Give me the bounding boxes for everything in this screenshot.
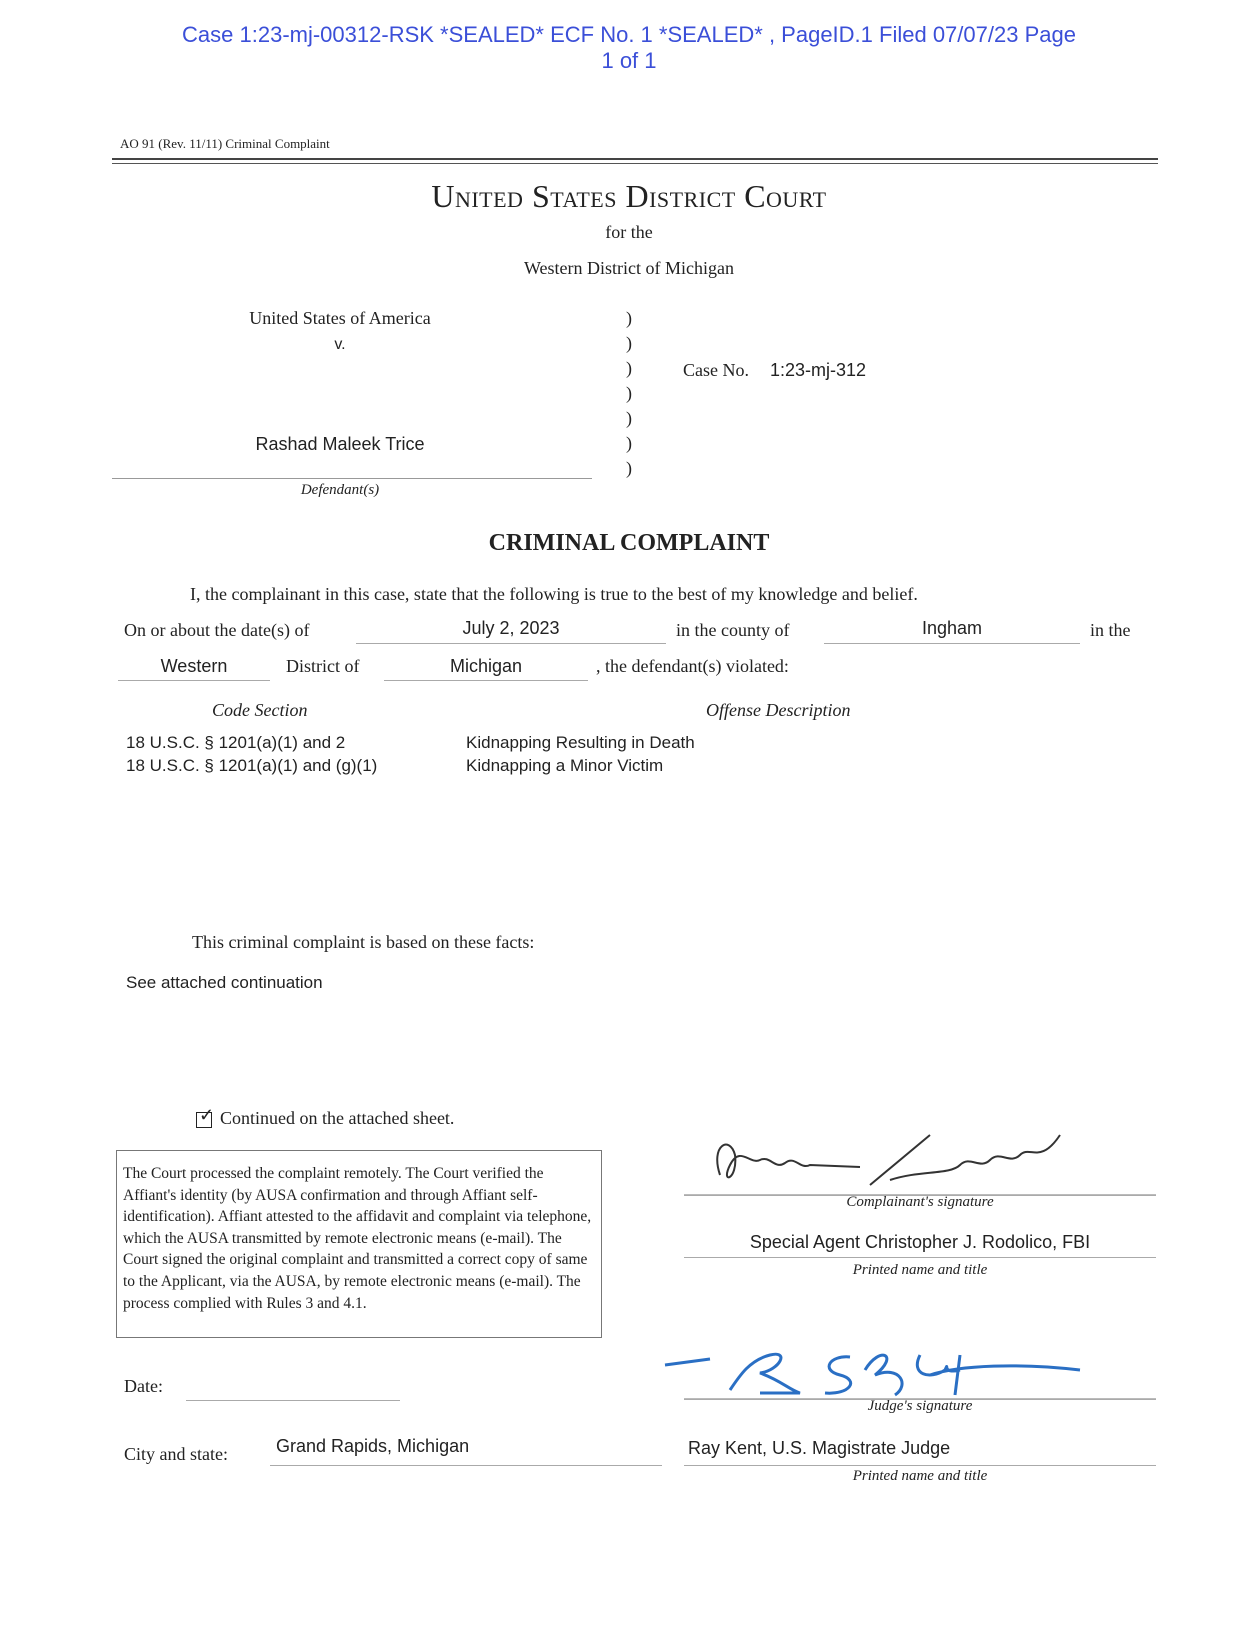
judge-name-label: Printed name and title xyxy=(852,1468,988,1484)
complaint-heading: CRIMINAL COMPLAINT xyxy=(488,530,770,556)
district-state: Michigan xyxy=(449,656,523,676)
case-number: 1:23-mj-312 xyxy=(770,360,867,380)
form-id: AO 91 (Rev. 11/11) Criminal Complaint xyxy=(120,136,330,151)
facts-intro: This criminal complaint is based on these facts: xyxy=(192,932,535,952)
city-state-label: City and state: xyxy=(124,1444,228,1464)
date-underline-signature xyxy=(186,1399,400,1401)
district-direction: Western xyxy=(160,656,228,676)
complainant-name-label: Printed name and title xyxy=(852,1262,988,1278)
district-underline xyxy=(118,679,270,681)
code-section: 18 U.S.C. § 1201(a)(1) and (g)(1) xyxy=(126,756,378,775)
continued-checkbox xyxy=(196,1112,212,1128)
paren: ) xyxy=(626,408,632,428)
county-underline xyxy=(824,642,1080,644)
state-underline xyxy=(384,679,588,681)
plaintiff-name: United States of America xyxy=(249,308,431,328)
facts-text: See attached continuation xyxy=(126,973,323,992)
complainant-name: Special Agent Christopher J. Rodolico, FBI xyxy=(749,1232,1091,1252)
defendant-name: Rashad Maleek Trice xyxy=(255,434,425,454)
city-underline xyxy=(270,1464,662,1466)
offense-description: Kidnapping a Minor Victim xyxy=(466,756,664,775)
date-underline xyxy=(356,642,666,644)
caption-parens xyxy=(626,306,646,481)
district-of-label: District of xyxy=(286,656,360,676)
complainant-statement: I, the complainant in this case, state that the following is true to the best of my knowledge and belief. xyxy=(190,584,918,604)
offense-date: July 2, 2023 xyxy=(462,618,560,638)
paren: ) xyxy=(626,433,632,453)
case-number-label: Case No. xyxy=(683,360,749,380)
paren: ) xyxy=(626,308,632,328)
complainant-name-line xyxy=(684,1256,1156,1258)
paren: ) xyxy=(626,333,632,353)
complainant-signature-label: Complainant's signature xyxy=(846,1194,994,1210)
in-the: in the xyxy=(1090,620,1131,640)
continued-label: Continued on the attached sheet. xyxy=(220,1108,455,1128)
offense-description: Kidnapping Resulting in Death xyxy=(466,733,695,752)
remote-process-note-box xyxy=(116,1150,602,1338)
code-section-header: Code Section xyxy=(212,700,308,720)
versus: v. xyxy=(334,336,346,353)
city-state: Grand Rapids, Michigan xyxy=(276,1436,470,1456)
county-label: in the county of xyxy=(676,620,790,640)
defendant-rule xyxy=(112,478,592,479)
county-name: Ingham xyxy=(921,618,983,638)
code-section: 18 U.S.C. § 1201(a)(1) and 2 xyxy=(126,733,346,752)
complainant-signature xyxy=(690,1125,1110,1205)
offense-description-header: Offense Description xyxy=(706,700,851,720)
remote-process-note: The Court processed the complaint remotely. The Court verified the Affiant's identity (by AUSA confirmation and through Affiant self-identification). Affiant attested to the affidavit and complaint via telephone, which the AUSA transmitted by remote electronic means (e-mail). The Court signed the original complaint and transmitted a correct copy of same to the Applicant, via the AUSA, by remote electronic means (e-mail). The process complied with Rules 3 and 4.1. xyxy=(123,1165,592,1312)
paren: ) xyxy=(626,383,632,403)
header-rule xyxy=(112,158,1158,160)
ecf-stamp-line-2: 1 of 1 xyxy=(601,48,657,73)
header-rule-thin xyxy=(112,163,1158,164)
for-the: for the xyxy=(605,222,653,242)
defendant-label: Defendant(s) xyxy=(300,482,380,498)
paren: ) xyxy=(626,358,632,378)
judge-signature-label: Judge's signature xyxy=(867,1398,973,1414)
violated-suffix: , the defendant(s) violated: xyxy=(596,656,789,676)
date-label: Date: xyxy=(124,1376,163,1396)
judge-name: Ray Kent, U.S. Magistrate Judge xyxy=(688,1438,951,1458)
district-name: Western District of Michigan xyxy=(524,258,734,278)
court-title: United States District Court xyxy=(431,178,827,214)
judge-name-line xyxy=(684,1464,1156,1466)
ecf-stamp-line-1: Case 1:23-mj-00312-RSK *SEALED* ECF No. 1 *SEALED* , PageID.1 Filed 07/07/23 Page xyxy=(182,22,1076,47)
paren: ) xyxy=(626,458,632,478)
date-prefix: On or about the date(s) of xyxy=(124,620,310,640)
continued-sheet xyxy=(196,1108,454,1129)
